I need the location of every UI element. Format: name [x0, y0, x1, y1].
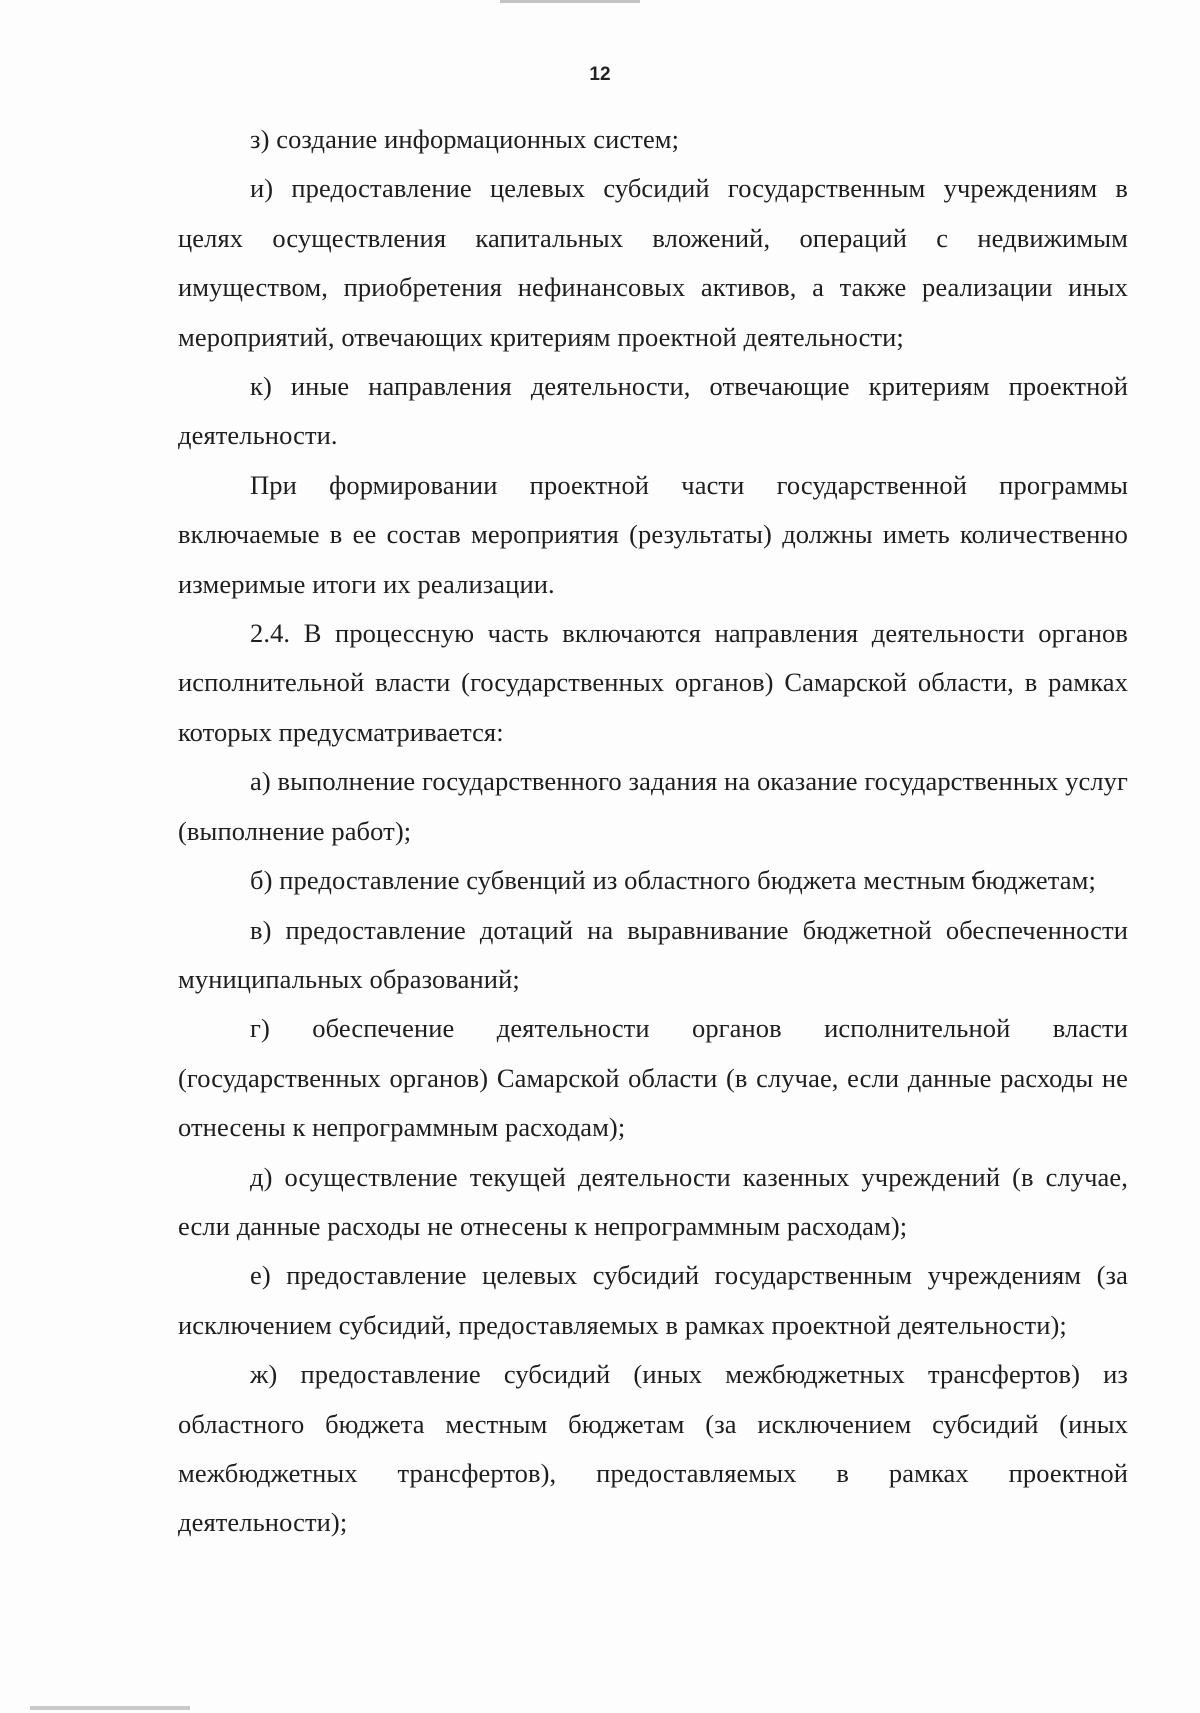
paragraph-zh: ж) предоставление субсидий (иных межбюджетных трансфертов) из областного бюджета местным бюджетам (за исключением субсидий (иных межбюджетных трансфертов), предоставляемых в рамках проектной деятельности);	[178, 1359, 1128, 1538]
paragraph-z: з) создание информационных систем;	[250, 124, 680, 154]
document-body	[178, 115, 1128, 1548]
paragraph-d: д) осуществление текущей деятельности казенных учреждений (в случае, если данные расходы не отнесены к непрограммным расходам);	[178, 1161, 1128, 1241]
scan-edge-top	[500, 0, 640, 3]
scan-edge-bottom	[30, 1706, 190, 1710]
paragraph-g: г) обеспечение деятельности органов исполнительной власти (государственных органов) Самарской области (в случае, если данные расходы не отнесены к непрограммным расходам);	[178, 1013, 1128, 1143]
paragraph-b: б) предоставление субвенций из областного бюджета местным бюджетам;	[250, 865, 1096, 896]
paragraph-i: и) предоставление целевых субсидий государственным учреждениям в целях осуществления капитальных вложений, операций с недвижимым имуществом, приобретения нефинансовых активов, а также реализации иных мероприятий, отвечающих критериям проектной деятельности;	[178, 173, 1128, 352]
paragraph-e: е) предоставление целевых субсидий государственным учреждениям (за исключением субсидий, предоставляемых в рамках проектной деятельности);	[178, 1260, 1128, 1340]
paragraph-k: к) иные направления деятельности, отвечающие критериям проектной деятельности.	[178, 371, 1128, 451]
paragraph-a: а) выполнение государственного задания на оказание государственных услуг (выполнение работ);	[178, 766, 1128, 846]
paragraph-v: в) предоставление дотаций на выравнивание бюджетной обеспеченности муниципальных образований;	[178, 914, 1128, 994]
paragraph-project-part: При формировании проектной части государственной программы включаемые в ее состав мероприятия (результаты) должны иметь количественно измеримые итоги их реализации.	[178, 469, 1128, 599]
paragraph-2-4: 2.4. В процессную часть включаются направления деятельности органов исполнительной власти (государственных органов) Самарской области, в рамках которых предусматривается:	[178, 618, 1128, 747]
page-number: 12	[589, 64, 611, 85]
